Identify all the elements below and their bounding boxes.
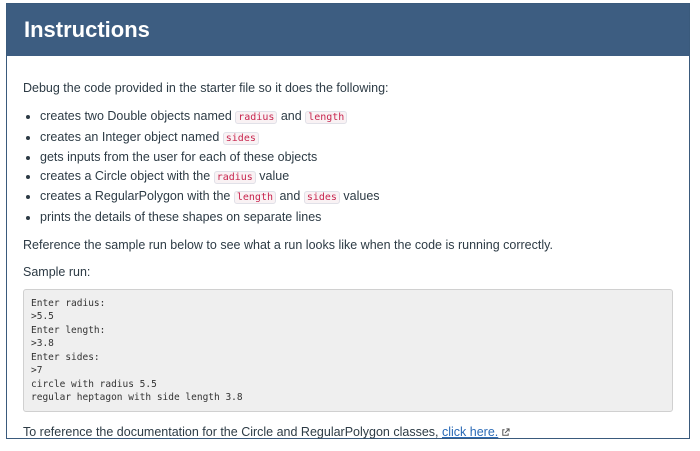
documentation-link[interactable]: click here. (441, 424, 499, 439)
list-item-text: and (277, 109, 306, 123)
list-item (40, 188, 673, 207)
inline-code: sides (304, 191, 340, 204)
external-link-icon[interactable] (501, 425, 510, 434)
list-item-text: creates an Integer object named (40, 129, 223, 144)
list-item-text: gets inputs from the user for each of these objects (40, 150, 318, 165)
list-item (40, 168, 673, 187)
inline-code: length (234, 191, 276, 204)
list-item-text: creates a RegularPolygon with the (40, 189, 234, 204)
list-item-text: and (276, 189, 304, 204)
reference-text: Reference the sample run below to see what a run looks like when the code is running correctly. (23, 237, 553, 252)
list-item-text: values (339, 189, 380, 204)
instructions-panel (6, 3, 690, 439)
intro-text: Debug the code provided in the starter file so it does the following: (23, 81, 389, 95)
inline-code: sides (223, 132, 259, 145)
inline-code: length (305, 111, 347, 124)
instructions-content (7, 56, 689, 440)
list-item (40, 149, 673, 166)
list-item-text: value (255, 168, 290, 183)
list-item (40, 129, 673, 148)
inline-code: radius (235, 111, 277, 124)
list-item-text: prints the details of these shapes on separate lines (40, 209, 322, 224)
documentation-line (23, 424, 673, 440)
list-item-text: creates a Circle object with the (40, 168, 214, 183)
list-item (40, 209, 673, 226)
list-item (40, 108, 673, 127)
requirements-list (23, 108, 673, 226)
list-item-text: creates two Double objects named (40, 109, 236, 123)
instructions-header (7, 4, 689, 56)
sample-run-label: Sample run: (23, 264, 91, 279)
sample-run-output: Enter radius: >5.5 Enter length: >3.8 Enter sides: >7 circle with radius 5.5 regular heptagon with side length 3.8 (23, 289, 673, 412)
documentation-text: To reference the documentation for the Circle and RegularPolygon classes, (23, 424, 442, 439)
page-title: Instructions (24, 17, 150, 42)
inline-code: radius (214, 171, 256, 184)
